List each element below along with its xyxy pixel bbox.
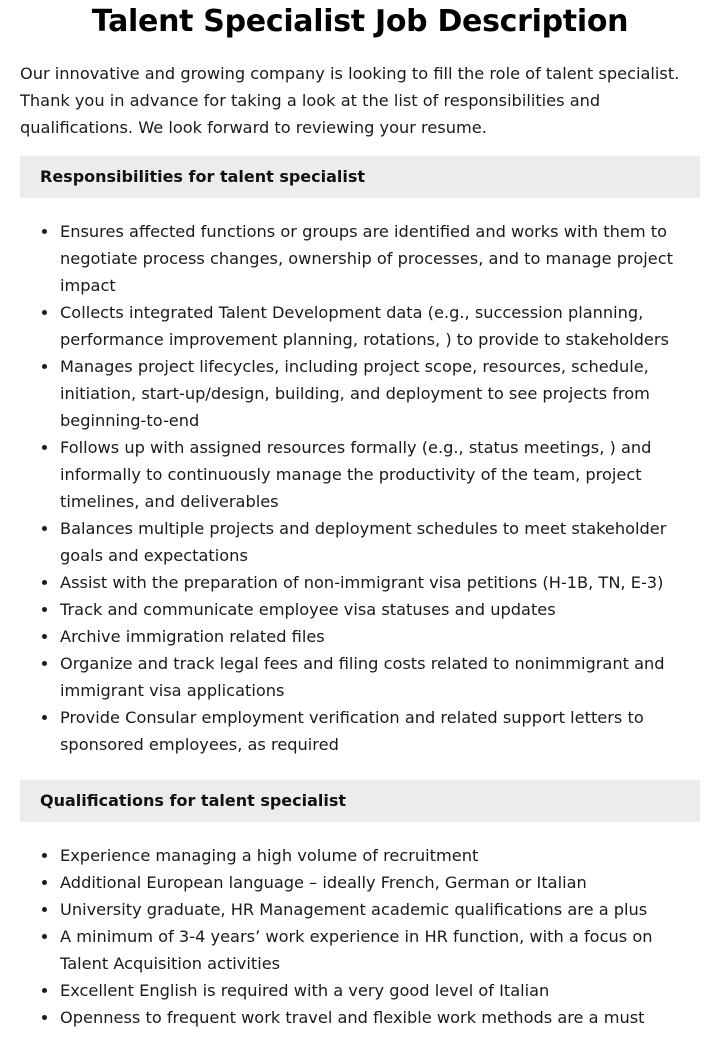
- list-item: Manages project lifecycles, including project scope, resources, schedule, initiation, start-up/design, building, and deployment to see projects from beginning-to-end: [60, 353, 700, 434]
- list-item: Assist with the preparation of non-immigrant visa petitions (H-1B, TN, E-3): [60, 569, 700, 596]
- list-item: Provide Consular employment verification and related support letters to sponsored employees, as required: [60, 704, 700, 758]
- list-item: University graduate, HR Management academic qualifications are a plus: [60, 896, 700, 923]
- list-item: Collects integrated Talent Development data (e.g., succession planning, performance improvement planning, rotations, ) to provide to stakeholders: [60, 299, 700, 353]
- list-item: Organize and track legal fees and filing costs related to nonimmigrant and immigrant visa applications: [60, 650, 700, 704]
- list-item: Ensures affected functions or groups are identified and works with them to negotiate process changes, ownership of processes, and to manage project impact: [60, 218, 700, 299]
- responsibilities-heading: Responsibilities for talent specialist: [20, 156, 700, 198]
- responsibilities-list: [20, 218, 700, 758]
- list-item: A minimum of 3-4 years’ work experience in HR function, with a focus on Talent Acquisition activities: [60, 923, 700, 977]
- list-item: Experience managing a high volume of recruitment: [60, 842, 700, 869]
- list-item: Openness to frequent work travel and flexible work methods are a must: [60, 1004, 700, 1031]
- list-item: Archive immigration related files: [60, 623, 700, 650]
- qualifications-heading: Qualifications for talent specialist: [20, 780, 700, 822]
- list-item: Additional European language – ideally French, German or Italian: [60, 869, 700, 896]
- qualifications-list: [20, 842, 700, 1031]
- intro-paragraph: Our innovative and growing company is looking to fill the role of talent specialist. Thank you in advance for taking a look at the list of responsibilities and qualifications. We look forward to reviewing your resume.: [20, 64, 680, 137]
- list-item: Balances multiple projects and deployment schedules to meet stakeholder goals and expectations: [60, 515, 700, 569]
- list-item: Follows up with assigned resources formally (e.g., status meetings, ) and informally to continuously manage the productivity of the team, project timelines, and deliverables: [60, 434, 700, 515]
- page-title: Talent Specialist Job Description: [91, 4, 629, 39]
- list-item: Track and communicate employee visa statuses and updates: [60, 596, 700, 623]
- list-item: Excellent English is required with a very good level of Italian: [60, 977, 700, 1004]
